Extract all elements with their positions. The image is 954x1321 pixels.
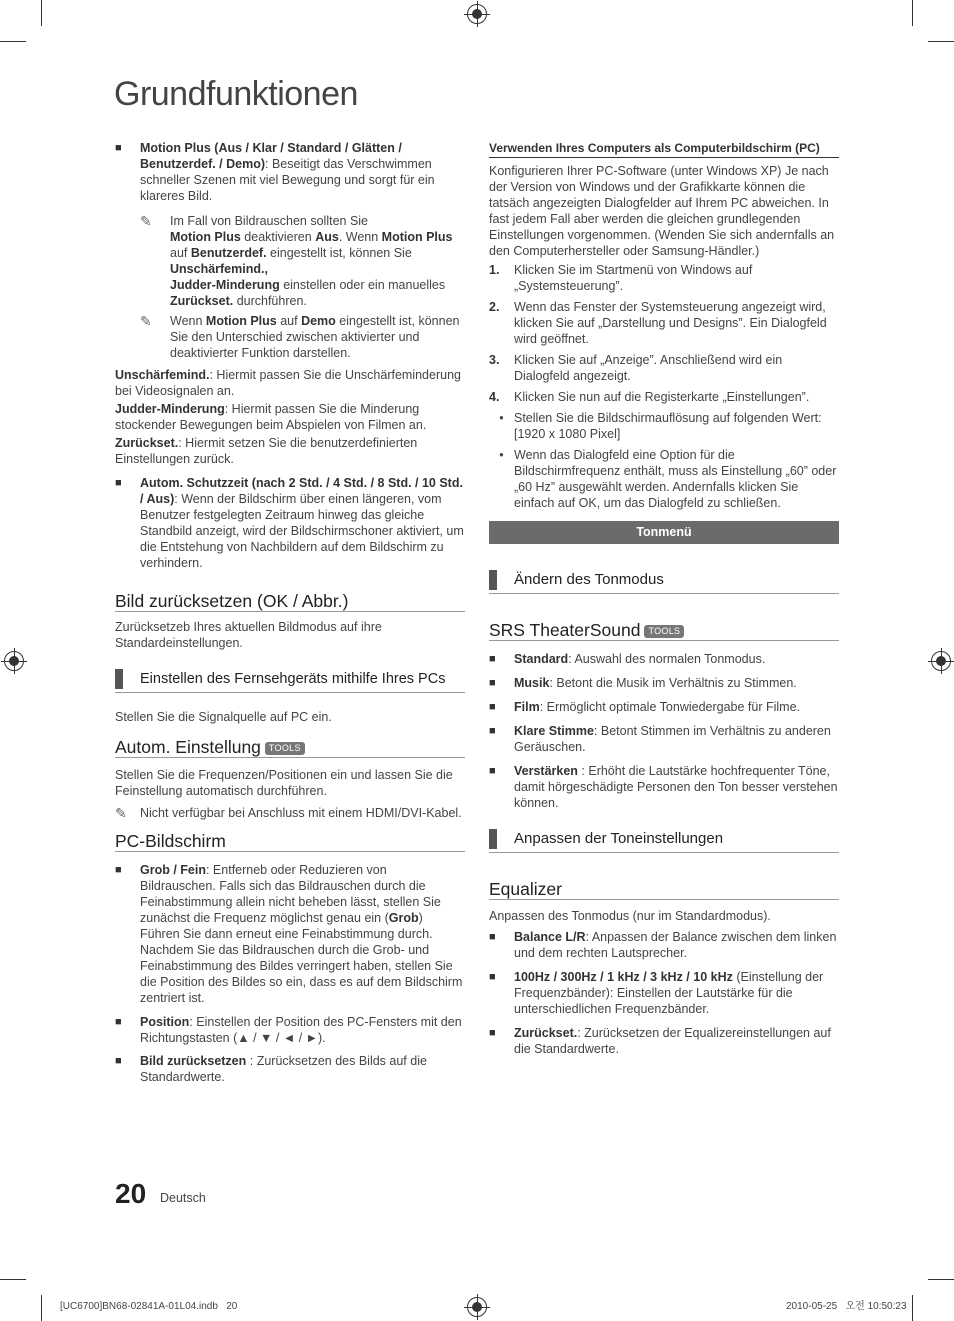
item-text: : Betont die Musik im Verhältnis zu Stimmen. xyxy=(549,676,797,690)
step-item xyxy=(489,389,839,405)
list-item-content xyxy=(514,723,839,755)
bullet-text: Wenn das Dialogfeld eine Option für die Bildschirmfrequenz enthält, muss als Einstellung „60” oder „60 Hz” ausgewählt werden. Andernfalls klicken Sie einfach auf OK, um das Dialogfeld zu schließen. xyxy=(514,448,837,510)
registration-mark-icon xyxy=(931,651,951,671)
note xyxy=(115,805,465,821)
item-label: Autom. Schutzzeit (nach 2 Std. / 4 Std. / 8 Std. / 10 Std. / Aus) xyxy=(140,476,463,506)
section-heading: Bild zurücksetzen (OK / Abbr.) xyxy=(115,593,465,612)
note-text: eingestellt ist, können Sie xyxy=(266,246,412,260)
paragraph: Zurücksetzeb Ihres aktuellen Bildmodus auf ihre Standardeinstellungen. xyxy=(115,620,382,650)
list-item xyxy=(115,1014,465,1046)
heading-bar xyxy=(489,570,497,590)
square-bullet-icon: ■ xyxy=(115,477,122,489)
note-bold: Unschärfemind., xyxy=(170,262,268,276)
paragraph: Stellen Sie die Signalquelle auf PC ein. xyxy=(115,710,332,724)
item-bold: Grob xyxy=(388,911,419,925)
step-item xyxy=(489,299,839,347)
equalizer-list xyxy=(489,929,839,1057)
item-text: ) Führen Sie dann erneut eine Feinabstimmung durch. Nachdem Sie das Bildrauschen durch die Grob- und Feinabstimmung des Bildes verringert haben, stellen Sie die Position des Bildes so ein, dass es auf dem Bildschirm zentriert ist. xyxy=(140,911,463,1005)
page-title: Grundfunktionen xyxy=(114,75,358,113)
crop-mark xyxy=(41,0,42,26)
square-bullet-icon: ■ xyxy=(489,931,496,943)
note-text: auf xyxy=(170,246,191,260)
note-bold: Motion Plus xyxy=(170,230,241,244)
item-text: : Einstellen der Position des PC-Fensters mit den Richtungstasten (▲ / ▼ / ◄ / ►). xyxy=(140,1015,462,1045)
list-item xyxy=(489,699,839,715)
item-label: Film xyxy=(514,700,540,714)
list-item xyxy=(489,651,839,667)
section-heading: PC-Bildschirm xyxy=(115,833,465,852)
step-text: Wenn das Fenster der Systemsteuerung angezeigt wird, klicken Sie auf „Darstellung und Designs”. Ein Dialogfeld wird geöffnet. xyxy=(514,300,827,346)
heading-text: Einstellen des Fernsehgeräts mithilfe Ihres PCs xyxy=(140,671,446,687)
paragraph: Stellen Sie die Frequenzen/Positionen ein und lassen Sie die Feinstellung automatisch durchführen. xyxy=(115,768,453,798)
bullet-item xyxy=(489,410,839,442)
crop-mark xyxy=(912,1295,913,1321)
step-item xyxy=(489,262,839,294)
step-number: 2. xyxy=(489,300,500,314)
pc-title: Verwenden Ihres Computers als Computerbildschirm (PC) xyxy=(489,140,839,158)
list-item xyxy=(489,969,839,1017)
square-bullet-icon: ■ xyxy=(115,142,122,154)
item-label: Judder-Minderung xyxy=(115,402,225,416)
item-text: : Zurücksetzen der Equalizereinstellungen auf die Standardwerte. xyxy=(514,1026,831,1056)
list-item-content xyxy=(514,651,839,667)
step-number: 1. xyxy=(489,263,500,277)
item-label: Verstärken xyxy=(514,764,578,778)
subsection-heading xyxy=(489,568,839,594)
step-text: Klicken Sie nun auf die Registerkarte „Einstellungen”. xyxy=(514,390,810,404)
item-label: Zurückset. xyxy=(115,436,179,450)
list-item xyxy=(115,862,465,1006)
list-item xyxy=(489,1025,839,1057)
list-item-content xyxy=(514,929,839,961)
registration-mark-icon xyxy=(467,4,487,24)
list-item-content xyxy=(514,969,839,1017)
item-text: : Hiermit passen Sie die Minderung stockender Bewegungen beim Abspielen von Filmen an. xyxy=(115,402,427,432)
bullet-dot-icon: • xyxy=(499,411,504,425)
note xyxy=(140,213,465,309)
bullet-dot-icon: • xyxy=(499,448,504,462)
step-text: Klicken Sie im Startmenü von Windows auf „Systemsteuerung”. xyxy=(514,263,753,293)
item-label: Standard xyxy=(514,652,569,666)
crop-mark xyxy=(928,41,954,42)
item-text: : Entferneb oder Reduzieren von Bildrauschen. Falls sich das Bildrauschen durch die Feinabstimmung allein nicht beheben lässt, stellen Sie zunächst die Frequenz möglichst genau ein ( xyxy=(140,863,441,925)
left-column xyxy=(115,140,465,1094)
steps-list xyxy=(489,262,839,405)
item-text: : Anpassen der Balance zwischen dem linken und dem rechten Lautsprecher. xyxy=(514,930,837,960)
item-text: : Erhöht die Lautstärke hochfrequenter Töne, damit hörgeschädigte Personen den Ton besser verstehen können. xyxy=(514,764,838,810)
list-item xyxy=(115,1053,465,1085)
heading-bar xyxy=(489,829,497,849)
square-bullet-icon: ■ xyxy=(489,971,496,983)
list-item xyxy=(115,140,465,204)
list-item xyxy=(489,723,839,755)
note-text: deaktivieren xyxy=(240,230,316,244)
crop-mark xyxy=(928,1279,954,1280)
list-item-content xyxy=(514,699,839,715)
file-info: [UC6700]BN68-02841A-01L04.indb 20 xyxy=(60,1301,238,1312)
note-bold: Judder-Minderung xyxy=(170,278,280,292)
section-band: Tonmenü xyxy=(489,521,839,544)
tools-badge-icon: TOOLS xyxy=(644,625,684,638)
item-label: Klare Stimme xyxy=(514,724,594,738)
tools-badge-icon: TOOLS xyxy=(265,742,305,755)
note-text: Wenn xyxy=(170,314,206,328)
item-label: Bild zurücksetzen xyxy=(140,1054,247,1068)
step-number: 3. xyxy=(489,353,500,367)
subsection-heading xyxy=(115,667,465,693)
section-heading: Equalizer xyxy=(489,881,839,900)
right-column xyxy=(489,140,839,1065)
page-number: 20 xyxy=(115,1178,147,1209)
note-bold: Benutzerdef. xyxy=(190,246,267,260)
list-item-content xyxy=(514,675,839,691)
note-text: Nicht verfügbar bei Anschluss mit einem HDMI/DVI-Kabel. xyxy=(140,806,462,820)
step-item xyxy=(489,352,839,384)
crop-mark xyxy=(41,1295,42,1321)
note xyxy=(140,313,465,361)
crop-mark xyxy=(0,41,26,42)
list-item xyxy=(489,929,839,961)
square-bullet-icon: ■ xyxy=(115,1016,122,1028)
list-item xyxy=(115,475,465,571)
heading-text: Anpassen der Toneinstellungen xyxy=(514,830,724,847)
sub-item xyxy=(115,367,465,399)
bullets-list xyxy=(489,410,839,511)
item-text: : Betont Stimmen im Verhältnis zu anderen Geräuschen. xyxy=(514,724,831,754)
section-heading xyxy=(489,622,839,641)
note-bold: Zurückset. xyxy=(170,294,234,308)
note-pencil-icon: ✎ xyxy=(140,213,152,229)
square-bullet-icon: ■ xyxy=(115,1055,122,1067)
subsection-heading xyxy=(489,827,839,853)
bullet-item xyxy=(489,447,839,511)
square-bullet-icon: ■ xyxy=(489,701,496,713)
list-item-content xyxy=(514,1025,839,1057)
item-text: : Hiermit setzen Sie die benutzerdefinierten Einstellungen zurück. xyxy=(115,436,418,466)
heading-bar xyxy=(115,669,123,689)
crop-mark xyxy=(0,1279,26,1280)
heading-text: Autom. Einstellung xyxy=(115,737,261,757)
note-text: auf xyxy=(276,314,302,328)
item-label: Balance L/R xyxy=(514,930,586,944)
square-bullet-icon: ■ xyxy=(489,765,496,777)
registration-mark-icon xyxy=(4,651,24,671)
item-label: Zurückset. xyxy=(514,1026,578,1040)
list-item-content xyxy=(514,763,839,811)
step-number: 4. xyxy=(489,390,500,404)
note-text: . Wenn xyxy=(338,230,382,244)
note-bold: Demo xyxy=(301,314,336,328)
heading-text: Ändern des Tonmodus xyxy=(514,571,664,588)
note-text: eingestellt ist, können Sie den Unterschied zwischen aktivierter und deaktivierter Funktion darstellen. xyxy=(170,314,460,360)
sub-item xyxy=(115,401,465,433)
square-bullet-icon: ■ xyxy=(115,864,122,876)
tone-list xyxy=(489,651,839,811)
item-text: (Einstellung der Frequenzbänder): Einstellen der Lautstärke für die unterschiedlichen Frequenzbänder. xyxy=(514,970,824,1016)
item-label: Unschärfemind. xyxy=(115,368,210,382)
heading-text: SRS TheaterSound xyxy=(489,620,641,640)
note-bold: Motion Plus xyxy=(381,230,453,244)
list-item xyxy=(489,763,839,811)
square-bullet-icon: ■ xyxy=(489,653,496,665)
item-label: Grob / Fein xyxy=(140,863,206,877)
paragraph: Anpassen des Tonmodus (nur im Standardmodus). xyxy=(489,909,771,923)
square-bullet-icon: ■ xyxy=(489,677,496,689)
item-text: : Ermöglicht optimale Tonwiedergabe für Filme. xyxy=(539,700,801,714)
item-label: Position xyxy=(140,1015,190,1029)
item-label: 100Hz / 300Hz / 1 kHz / 3 kHz / 10 kHz xyxy=(514,970,733,984)
note-text: Im Fall von Bildrauschen sollten Sie xyxy=(170,214,369,228)
note-bold: Motion Plus xyxy=(205,314,277,328)
section-heading xyxy=(115,739,465,758)
page-language: Deutsch xyxy=(160,1191,206,1205)
item-text: : Auswahl des normalen Tonmodus. xyxy=(568,652,766,666)
item-label: Motion Plus (Aus / Klar / Standard / Glätten / Benutzerdef. / Demo) xyxy=(140,141,402,171)
square-bullet-icon: ■ xyxy=(489,725,496,737)
bullet-text: Stellen Sie die Bildschirmauflösung auf folgenden Wert: [1920 x 1080 Pixel] xyxy=(514,411,822,441)
note-bold: Aus xyxy=(315,230,339,244)
step-text: Klicken Sie auf „Anzeige”. Anschließend wird ein Dialogfeld angezeigt. xyxy=(514,353,783,383)
sub-item xyxy=(115,435,465,467)
crop-mark xyxy=(912,0,913,26)
note-text: durchführen. xyxy=(233,294,307,308)
note-text: einstellen oder ein manuelles xyxy=(279,278,446,292)
print-date: 2010-05-25 오전 10:50:23 xyxy=(786,1301,907,1312)
registration-mark-icon xyxy=(467,1297,487,1317)
paragraph: Konfigurieren Ihrer PC-Software (unter Windows XP) Je nach der Version von Windows und der Grafikkarte können die tatsäch angezeigten Dialogfelder auf Ihrem PC abweichen. In fast jedem Fall aber werden die gleichen grundlegenden Einstellungen vorgenommen. (Wenden Sie sich andernfalls an den Computerhersteller oder Samsung-Händler.) xyxy=(489,164,835,258)
item-text: : Zurücksetzen des Bilds auf die Standardwerte. xyxy=(140,1054,427,1084)
note-pencil-icon: ✎ xyxy=(140,313,152,329)
item-label: Musik xyxy=(514,676,550,690)
item-text: : Hiermit passen Sie die Unschärfeminderung bei Videosignalen an. xyxy=(115,368,461,398)
list-item xyxy=(489,675,839,691)
square-bullet-icon: ■ xyxy=(489,1027,496,1039)
note-pencil-icon: ✎ xyxy=(115,805,127,821)
item-text: : Beseitigt das Verschwimmen schneller Szenen mit viel Bewegung und sorgt für ein klareres Bild. xyxy=(140,157,435,203)
item-text: : Wenn der Bildschirm über einen längeren, vom Benutzer festgelegten Zeitraum hinweg das gleiche Standbild anzeigt, wird der Bildschirmschoner aktiviert, um die Entstehung von Nachbildern auf dem Bildschirm zu verhindern. xyxy=(140,492,464,570)
